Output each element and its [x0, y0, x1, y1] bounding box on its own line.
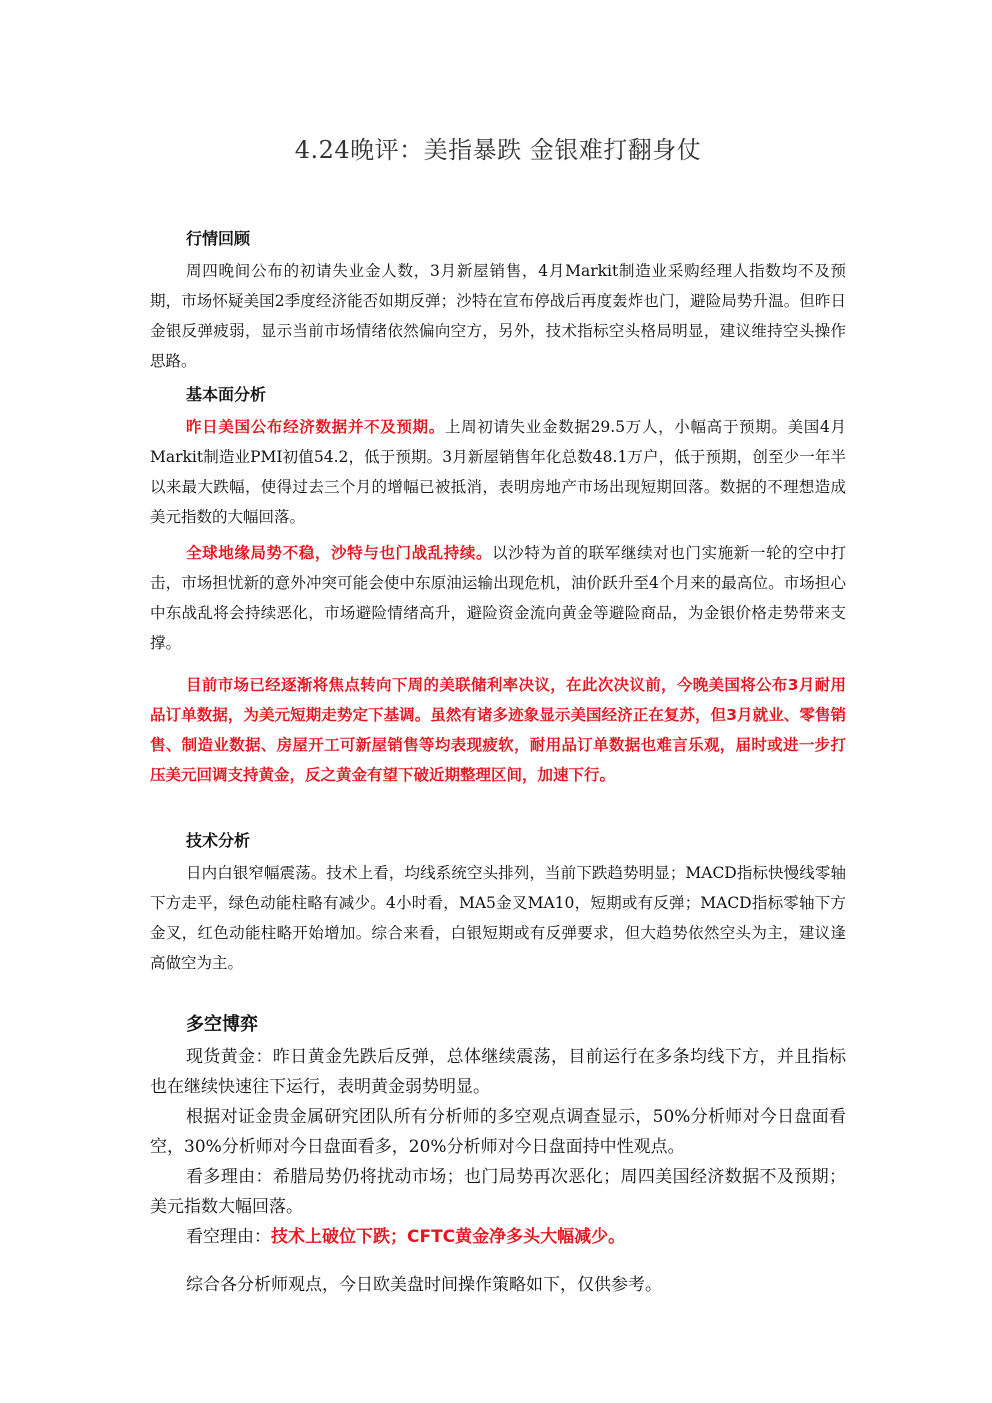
- section-heading-longshort: 多空博弈: [186, 1014, 258, 1035]
- fundamental-paragraph-1: [150, 412, 846, 532]
- highlight-text: 昨日美国公布经济数据并不及预期。: [186, 418, 445, 436]
- bull-paragraph: 看多理由：希腊局势仍将扰动市场；也门局势再次恶化；周四美国经济数据不及预期；美元指数大幅回落。: [150, 1167, 846, 1217]
- summary-paragraph: 综合各分析师观点，今日欧美盘时间操作策略如下，仅供参考。: [186, 1275, 662, 1295]
- section-technical: [150, 828, 846, 978]
- highlight-text: 全球地缘局势不稳，沙特与也门战乱持续。: [186, 544, 493, 562]
- section-longshort: [150, 1012, 846, 1300]
- section-fundamental-2: [150, 538, 846, 658]
- bear-reasons: 技术上破位下跌；CFTC黄金净多头大幅减少。: [271, 1227, 626, 1247]
- review-paragraph: 周四晚间公布的初请失业金人数，3月新屋销售，4月Markit制造业采购经理人指数均不及预期，市场怀疑美国2季度经济能否如期反弹；沙特在宣布停战后再度轰炸也门，避险局势升温。但昨日金银反弹疲弱，显示当前市场情绪依然偏向空方，另外，技术指标空头格局明显，建议维持空头操作思路。: [150, 262, 846, 370]
- section-review: [150, 226, 846, 376]
- bear-label: 看空理由：: [186, 1227, 271, 1247]
- technical-paragraph: 日内白银窄幅震荡。技术上看，均线系统空头排列，当前下跌趋势明显；MACD指标快慢线零轴下方走平，绿色动能柱略有减少。4小时看，MA5金叉MA10，短期或有反弹；MACD指标零轴下方金叉，红色动能柱略开始增加。综合来看，白银短期或有反弹要求，但大趋势依然空头为主，建议逢高做空为主。: [150, 864, 846, 972]
- section-heading-technical: 技术分析: [186, 831, 251, 850]
- section-fundamental: [150, 382, 846, 532]
- section-heading-fundamental: 基本面分析: [186, 385, 267, 404]
- bear-paragraph: [150, 1222, 846, 1252]
- section-fundamental-3: [150, 670, 846, 790]
- body-text: 以沙特为首的联军继续对也门实施新一轮的空中打击，市场担忧新的意外冲突可能会使中东原油运输出现危机，油价跃升至4个月来的最高位。市场担心中东战乱将会持续恶化，市场避险情绪高升，避险资金流向黄金等避险商品，为金银价格走势带来支撑。: [150, 544, 846, 652]
- survey-paragraph: 根据对证金贵金属研究团队所有分析师的多空观点调查显示，50%分析师对今日盘面看空，30%分析师对今日盘面看多，20%分析师对今日盘面持中性观点。: [150, 1107, 846, 1157]
- body-text: 上周初请失业金数据29.5万人，小幅高于预期。美国4月Markit制造业PMI初值54.2，低于预期。3月新屋销售年化总数48.1万户，低于预期，创至少一年半以来最大跌幅，使得过去三个月的增幅已被抵消，表明房地产市场出现短期回落。数据的不理想造成美元指数的大幅回落。: [150, 418, 846, 526]
- page-title: 4.24晚评：美指暴跌 金银难打翻身仗: [294, 136, 702, 164]
- fundamental-paragraph-3: 目前市场已经逐渐将焦点转向下周的美联储利率决议，在此次决议前，今晚美国将公布3月耐用品订单数据，为美元短期走势定下基调。虽然有诸多迹象显示美国经济正在复苏，但3月就业、零售销售、制造业数据、房屋开工可新屋销售等均表现疲软，耐用品订单数据也难言乐观，届时或进一步打压美元回调支持黄金，反之黄金有望下破近期整理区间，加速下行。: [150, 676, 846, 784]
- fundamental-paragraph-2: [150, 538, 846, 658]
- section-heading-review: 行情回顾: [186, 229, 251, 248]
- spot-paragraph: 现货黄金：昨日黄金先跌后反弹，总体继续震荡，目前运行在多条均线下方，并且指标也在继续快速往下运行，表明黄金弱势明显。: [150, 1047, 846, 1097]
